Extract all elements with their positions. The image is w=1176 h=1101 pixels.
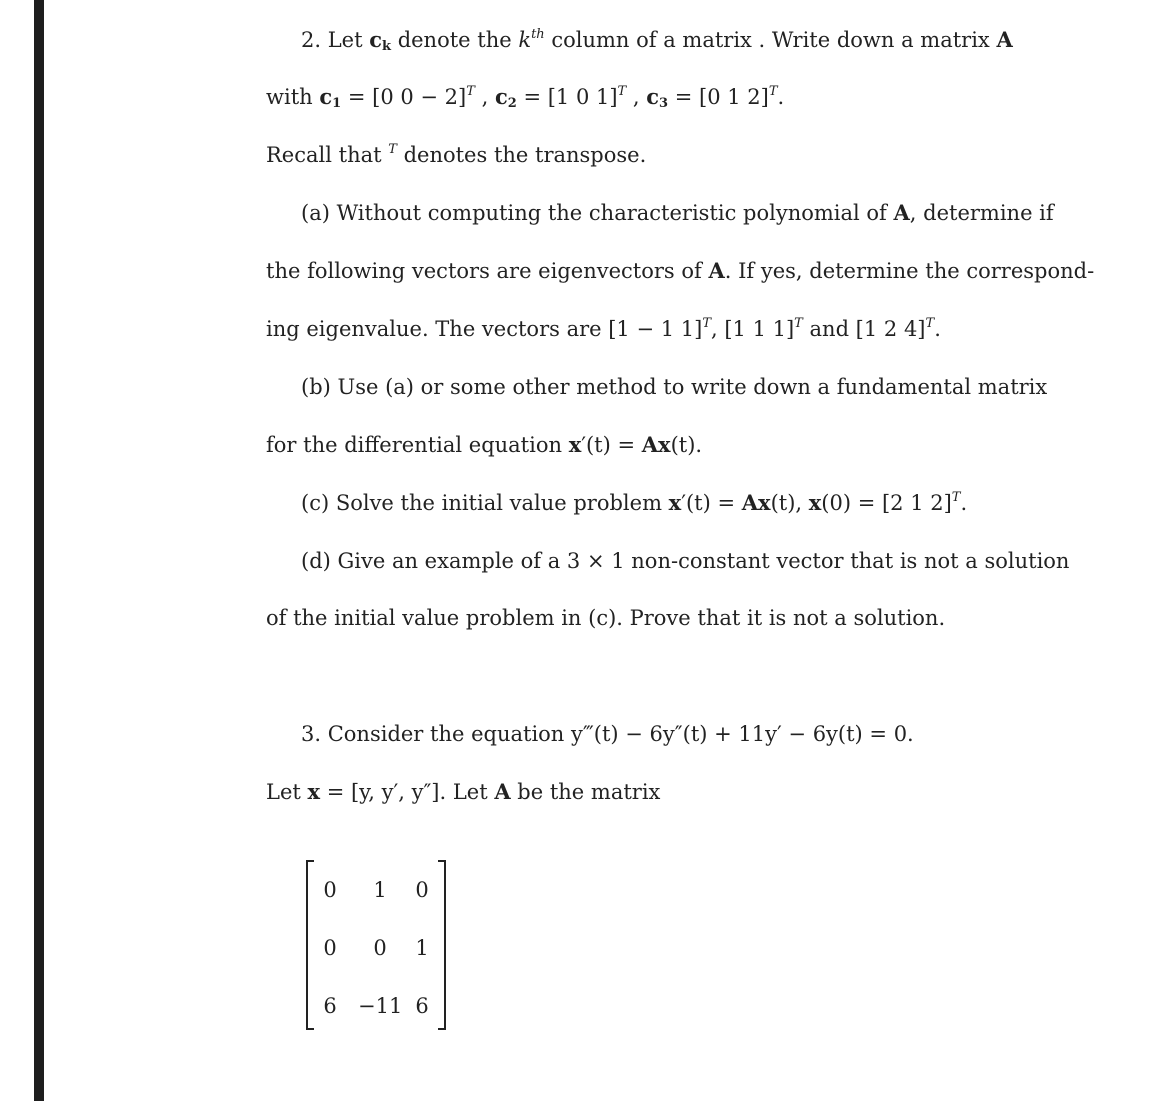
text: be the matrix xyxy=(510,780,661,804)
text: 3. Consider the equation y‴(t) − 6y″(t) + 11y′ − 6y(t) = 0. xyxy=(301,722,914,746)
text: = [y, y′, y″]. Let xyxy=(320,780,495,804)
matrix-cell: 0 xyxy=(373,936,387,960)
text: ′(t) = xyxy=(581,433,642,457)
matrix-cell: 1 xyxy=(373,878,387,902)
part-a-line2 xyxy=(266,257,1094,285)
matrix-Ax: Ax xyxy=(741,490,771,515)
text: ing eigenvalue. The vectors are [1 − 1 1] xyxy=(266,317,703,341)
matrix-cell: 0 xyxy=(415,878,429,902)
text: column of a matrix . Write down a matrix xyxy=(544,28,997,52)
matrix-A: A xyxy=(494,779,511,804)
part-b-line1 xyxy=(301,373,1047,401)
text: of the initial value problem in (c). Prove that it is not a solution. xyxy=(266,606,946,630)
vector-x: x xyxy=(668,490,682,515)
vector-ck: c xyxy=(369,27,382,52)
problem3-line1 xyxy=(301,720,914,748)
text: and [1 2 4] xyxy=(802,317,926,341)
vector-c2: c xyxy=(494,84,508,109)
vector-x: x xyxy=(808,490,822,515)
subscript: 3 xyxy=(659,96,669,111)
transpose-T: T xyxy=(951,490,961,505)
matrix-A: A xyxy=(996,27,1013,52)
text: , xyxy=(626,85,647,109)
text: ′(t) = xyxy=(681,491,742,515)
text: = [1 0 1] xyxy=(516,85,618,109)
matrix-A: A xyxy=(708,258,725,283)
text: 2. Let xyxy=(301,28,370,52)
text: denotes the transpose. xyxy=(396,143,647,167)
text: , xyxy=(474,85,495,109)
text: (c) Solve the initial value problem xyxy=(301,491,669,515)
matrix-display xyxy=(306,860,446,1028)
text: . If yes, determine the correspond- xyxy=(724,259,1095,283)
transpose-T: T xyxy=(617,84,627,99)
text: = [0 0 − 2] xyxy=(341,85,467,109)
transpose-T: T xyxy=(925,316,935,331)
transpose-T: T xyxy=(702,316,711,331)
matrix-cell: 1 xyxy=(415,936,429,960)
transpose-T: T xyxy=(794,316,803,331)
text: (b) Use (a) or some other method to write down a fundamental matrix xyxy=(301,375,1048,399)
text: for the differential equation xyxy=(266,433,569,457)
text: (a) Without computing the characteristic polynomial of xyxy=(301,201,894,225)
subscript: 2 xyxy=(507,96,517,111)
text: the following vectors are eigenvectors of xyxy=(266,259,709,283)
var-k: k xyxy=(518,28,532,52)
matrix-Ax: Ax xyxy=(641,432,671,457)
text: (t). xyxy=(670,433,703,457)
text: . xyxy=(960,491,968,515)
subscript: k xyxy=(382,39,392,54)
text: , [1 1 1] xyxy=(711,317,795,341)
text: = [0 1 2] xyxy=(668,85,769,109)
text: (0) = [2 1 2] xyxy=(821,491,952,515)
matrix-A: A xyxy=(893,200,910,225)
part-d-line1 xyxy=(301,547,1069,575)
vector-c3: c xyxy=(646,84,660,109)
text: with xyxy=(266,85,320,109)
transpose-T: T xyxy=(388,142,397,157)
part-b-line2 xyxy=(266,431,702,459)
text: Recall that xyxy=(266,143,389,167)
problem2-line3 xyxy=(266,141,646,169)
vector-c1: c xyxy=(319,84,333,109)
text: (d) Give an example of a 3 × 1 non-constant vector that is not a solution xyxy=(301,549,1070,573)
problem3-line2 xyxy=(266,778,660,806)
matrix-cell: 6 xyxy=(415,994,429,1018)
transpose-T: T xyxy=(466,84,475,99)
part-c-line xyxy=(301,489,967,517)
matrix-cell: 0 xyxy=(323,878,337,902)
problem2-line1 xyxy=(301,26,1013,54)
transpose-T: T xyxy=(768,84,778,99)
problem2-line2 xyxy=(266,83,784,111)
subscript: 1 xyxy=(332,96,342,111)
left-border-bar xyxy=(34,0,44,1101)
part-d-line2 xyxy=(266,604,945,632)
vector-x: x xyxy=(568,432,582,457)
text: . xyxy=(934,317,941,341)
superscript-th: th xyxy=(531,27,545,42)
text: denote the xyxy=(391,28,519,52)
matrix-cell: −11 xyxy=(358,994,403,1018)
text: (t), xyxy=(770,491,809,515)
part-a-line1 xyxy=(301,199,1054,227)
matrix-cell: 6 xyxy=(323,994,337,1018)
text: , determine if xyxy=(909,201,1054,225)
text: Let xyxy=(266,780,308,804)
vector-x: x xyxy=(307,779,321,804)
text: . xyxy=(777,85,785,109)
matrix-cell: 0 xyxy=(323,936,337,960)
part-a-line3 xyxy=(266,315,941,343)
